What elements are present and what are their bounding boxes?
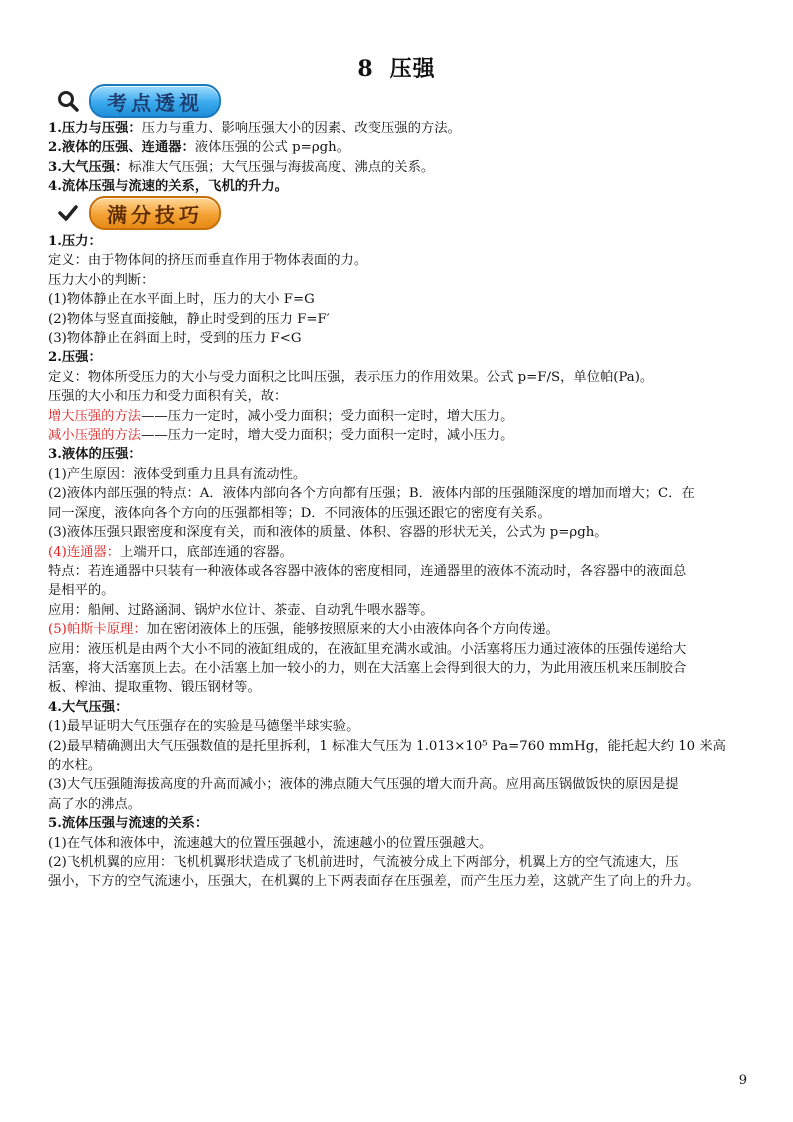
- kaodian-list: [48, 119, 760, 197]
- body-text: 定义：由于物体间的挤压而垂直作用于物体表面的力。: [48, 253, 368, 269]
- body-text: 液体压强的公式 p=ρgh。: [194, 140, 351, 156]
- heading-text: 1.压力：: [48, 234, 102, 249]
- body-text: 强小，下方的空气流速小，压强大，在机翼的上下两表面存在压强差，而产生压力差，这就产生了向上的升力。: [48, 874, 700, 890]
- text-line: [48, 717, 760, 736]
- text-line: [48, 834, 760, 853]
- text-line: [48, 368, 760, 387]
- text-line: [48, 756, 760, 775]
- text-line: [48, 814, 760, 833]
- heading-text: 1.压力与压强：: [48, 121, 142, 136]
- text-line: [48, 407, 760, 426]
- body-text: 定义：物体所受压力的大小与受力面积之比叫压强，表示压力的作用效果。公式 p=F/S，单位帕(Pa)。: [48, 369, 654, 385]
- text-line: [48, 872, 760, 891]
- body-text: 特点：若连通器中只装有一种液体或各容器中液体的密度相同，连通器里的液体不流动时，各容器中的液面总: [48, 563, 687, 579]
- page-number: 9: [738, 1073, 747, 1088]
- kaodian-item: [48, 158, 760, 177]
- body-text: (3)大气压强随海拔高度的升高而减小；液体的沸点随大气压强的增大而升高。应用高压锅做饭快的原因是提: [48, 777, 679, 793]
- body-text: (1)产生原因：液体受到重力且具有流动性。: [48, 466, 307, 482]
- text-line: [48, 640, 760, 659]
- text-line: [48, 426, 760, 445]
- body-text: 同一深度，液体向各个方向的压强都相等；D．不同液体的压强还跟它的密度有关系。: [48, 505, 551, 521]
- text-line: [48, 737, 760, 756]
- body-text: (2)液体内部压强的特点：A．液体内部向各个方向都有压强；B．液体内部的压强随深度的增加而增大；C．在: [48, 486, 695, 502]
- body-text: 加在密闭液体上的压强，能够按照原来的大小由液体向各个方向传递。: [146, 622, 559, 638]
- highlight-text: 增大压强的方法: [48, 408, 142, 424]
- text-line: [48, 523, 760, 542]
- body-text: 活塞，将大活塞顶上去。在小活塞上加一较小的力，则在大活塞上会得到很大的力，为此用液压机来压制胶合: [48, 660, 687, 676]
- text-line: [48, 562, 760, 581]
- kaodian-item: [48, 138, 760, 157]
- body-text: ——压力一定时，增大受力面积；受力面积一定时，减小压力。: [141, 428, 514, 444]
- section-banner-kaodian: [55, 85, 221, 117]
- text-line: [48, 581, 760, 600]
- heading-text: 5.流体压强与流速的关系：: [48, 816, 209, 832]
- text-line: [48, 484, 760, 503]
- body-text: (2)最早精确测出大气压强数值的是托里拆利，1 标准大气压为 1.013×10⁵ Pa=760 mmHg，能托起大约 10 米高: [48, 738, 726, 754]
- body-text: 应用：液压机是由两个大小不同的液缸组成的，在液缸里充满水或油。小活塞将压力通过液体的压强传递给大: [48, 641, 687, 657]
- heading-text: 2.液体的压强、连通器：: [48, 140, 195, 156]
- body-text: ——压力一定时，减小受力面积；受力面积一定时，增大压力。: [141, 408, 514, 424]
- magnifier-icon: [55, 88, 81, 114]
- jiqiao-body: [48, 232, 760, 892]
- text-line: [48, 504, 760, 523]
- text-line: [48, 465, 760, 484]
- text-line: [48, 387, 760, 406]
- heading-text: 3.液体的压强：: [48, 447, 142, 463]
- heading-text: 3.大气压强：: [48, 159, 129, 175]
- text-line: [48, 310, 760, 329]
- kaodian-item: [48, 177, 760, 196]
- section-banner-jiqiao: [55, 197, 221, 229]
- text-line: [48, 290, 760, 309]
- heading-text: 4.流体压强与流速的关系，飞机的升力。: [48, 179, 288, 195]
- section-label-kaodian: 考点透视: [89, 84, 221, 118]
- text-line: [48, 853, 760, 872]
- body-text: 压力与重力、影响压强大小的因素、改变压强的方法。: [141, 121, 461, 136]
- body-text: 标准大气压强；大气压强与海拔高度、沸点的关系。: [128, 159, 435, 175]
- section-label-jiqiao: 满分技巧: [89, 196, 221, 230]
- body-text: (1)在气体和液体中，流速越大的位置压强越小，流速越小的位置压强越大。: [48, 835, 493, 851]
- text-line: [48, 601, 760, 620]
- text-line: [48, 543, 760, 562]
- body-text: 的水柱。: [48, 757, 102, 773]
- chapter-title: 压强: [389, 56, 436, 82]
- body-text: 高了水的沸点。: [48, 796, 142, 812]
- body-text: 上端开口，底部连通的容器。: [120, 544, 293, 560]
- text-line: [48, 232, 760, 251]
- body-text: 板、榨油、提取重物、锻压钢材等。: [48, 680, 261, 696]
- body-text: (1)物体静止在水平面上时，压力的大小 F=G: [48, 292, 315, 308]
- text-line: [48, 775, 760, 794]
- text-line: [48, 620, 760, 639]
- text-line: [48, 659, 760, 678]
- highlight-text: 减小压强的方法: [48, 428, 142, 444]
- text-line: [48, 348, 760, 367]
- body-text: (2)物体与竖直面接触，静止时受到的压力 F=F′: [48, 311, 330, 327]
- text-line: [48, 251, 760, 270]
- body-text: 是相平的。: [48, 583, 115, 599]
- highlight-text: (5)帕斯卡原理：: [48, 622, 147, 638]
- kaodian-item: [48, 119, 760, 138]
- text-line: [48, 445, 760, 464]
- text-line: [48, 678, 760, 697]
- body-text: (2)飞机机翼的应用：飞机机翼形状造成了飞机前进时，气流被分成上下两部分，机翼上方的空气流速大，压: [48, 855, 679, 870]
- body-text: (1)最早证明大气压强存在的实验是马德堡半球实验。: [48, 719, 360, 735]
- body-text: 压强的大小和压力和受力面积有关，故：: [48, 389, 288, 405]
- chapter-number: 8: [357, 56, 374, 82]
- checkmark-icon: [55, 200, 81, 226]
- heading-text: 4.大气压强：: [48, 699, 129, 715]
- text-line: [48, 698, 760, 717]
- body-text: 应用：船闸、过路涵洞、锅炉水位计、茶壶、自动乳牛喂水器等。: [48, 602, 434, 618]
- body-text: 压力大小的判断：: [48, 272, 155, 288]
- text-line: [48, 271, 760, 290]
- body-text: (3)物体静止在斜面上时，受到的压力 F<G: [48, 331, 302, 347]
- heading-text: 2.压强：: [48, 350, 102, 366]
- body-text: (3)液体压强只跟密度和深度有关，而和液体的质量、体积、容器的形状无关，公式为 p=ρgh。: [48, 525, 608, 541]
- text-line: [48, 795, 760, 814]
- page-title: [0, 52, 793, 83]
- highlight-text: (4)连通器：: [48, 544, 121, 560]
- text-line: [48, 329, 760, 348]
